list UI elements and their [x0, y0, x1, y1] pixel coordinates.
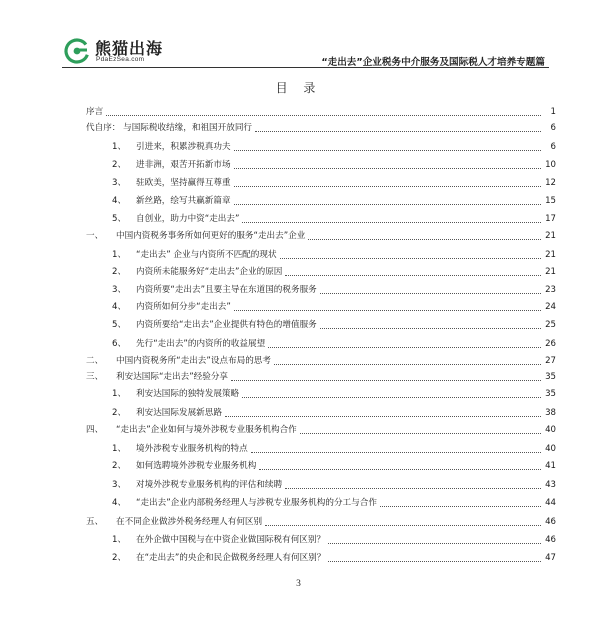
- toc-entry-page: 46: [545, 517, 556, 527]
- logo-mark-icon: [62, 36, 92, 66]
- toc-entry[interactable]: [86, 194, 556, 207]
- toc-entry[interactable]: [86, 212, 556, 225]
- toc-entry-title: 在外企做中国税与在中资企业做国际税有何区别？: [136, 535, 326, 545]
- toc-entry-title: 代自序： 与国际税收结缘，和祖国开放同行: [86, 123, 253, 133]
- toc-entry-number: 5、: [112, 214, 127, 224]
- toc-entry-title: 内资所如何分步“走出去”: [136, 302, 231, 312]
- toc-dot-leader: [328, 542, 541, 544]
- toc-entry-title: 境外涉税专业服务机构的特点: [136, 444, 248, 454]
- toc-entry-title: 如何选聘境外涉税专业服务机构: [136, 461, 257, 471]
- toc-entry[interactable]: [86, 515, 556, 528]
- toc-entry-page: 43: [545, 480, 556, 490]
- toc-entry-title: 中国内资税务所“走出去”设点布局的思考: [116, 356, 271, 366]
- toc-entry-page: 21: [545, 231, 556, 241]
- toc-entry-number: 2、: [112, 553, 127, 563]
- toc-entry-title: 引进来，积累涉税真功夫: [136, 142, 231, 152]
- toc-entry-page: 25: [545, 320, 556, 330]
- toc-dot-leader: [259, 468, 541, 470]
- toc-dot-leader: [268, 346, 541, 348]
- toc-entry-page: 21: [545, 250, 556, 260]
- toc-dot-leader: [320, 292, 541, 294]
- toc-dot-leader: [285, 274, 541, 276]
- toc-entry-page: 15: [545, 196, 556, 206]
- toc-entry[interactable]: [86, 265, 556, 278]
- toc-entry-title: “走出去” 企业与内资所不匹配的现状: [136, 250, 277, 260]
- toc-entry[interactable]: [86, 459, 556, 472]
- toc-entry[interactable]: [86, 318, 556, 331]
- toc-entry-title: 利安达国际发展新思路: [136, 408, 222, 418]
- toc-entry-page: 6: [550, 142, 556, 152]
- toc-entry[interactable]: [86, 406, 556, 419]
- toc-dot-leader: [320, 327, 541, 329]
- toc-entry-page: 41: [545, 461, 556, 471]
- toc-dot-leader: [225, 415, 541, 417]
- toc-entry-number: 一、: [86, 231, 104, 241]
- logo-url: PdaEzSea.com: [96, 56, 145, 63]
- toc-entry-page: 24: [545, 302, 556, 312]
- toc-entry-page: 35: [545, 389, 556, 399]
- toc-entry[interactable]: [86, 158, 556, 171]
- toc-dot-leader: [274, 363, 541, 365]
- toc-entry-number: 2、: [112, 408, 127, 418]
- toc-entry-page: 21: [545, 267, 556, 277]
- toc-dot-leader: [265, 524, 541, 526]
- toc-entry[interactable]: [86, 370, 556, 383]
- toc-entry-number: 3、: [112, 480, 127, 490]
- toc-dot-leader: [106, 114, 541, 116]
- toc-entry-number: 1、: [112, 444, 127, 454]
- toc-entry-page: 44: [545, 498, 556, 508]
- toc-entry[interactable]: [86, 248, 556, 261]
- toc-entry-title: 内资所要“走出去”且要主导在东道国的税务服务: [136, 285, 317, 295]
- toc-entry[interactable]: [86, 496, 556, 509]
- toc-entry[interactable]: [86, 551, 556, 564]
- toc-entry-title: 驻欧美，坚持赢得互尊重: [136, 178, 231, 188]
- toc-entry-title: 先行“走出去”的内资所的收益展望: [136, 339, 266, 349]
- toc-entry-title: “走出去”企业内部税务经理人与涉税专业服务机构的分工与合作: [136, 498, 377, 508]
- toc-entry[interactable]: [86, 283, 556, 296]
- toc-dot-leader: [300, 432, 541, 434]
- toc-entry-title: 内资所未能服务好“走出去”企业的原因: [136, 267, 283, 277]
- toc-entry[interactable]: [86, 176, 556, 189]
- toc-entry[interactable]: [86, 478, 556, 491]
- toc-dot-leader: [242, 396, 541, 398]
- toc-entry[interactable]: [86, 442, 556, 455]
- toc-entry-title: 序言: [86, 107, 104, 117]
- toc-entry-title: 在“走出去”的央企和民企做税务经理人有何区别？: [136, 553, 326, 563]
- toc-entry-number: 2、: [112, 160, 127, 170]
- toc-entry[interactable]: [86, 387, 556, 400]
- toc-entry[interactable]: [86, 229, 556, 242]
- toc-entry-title: 利安达国际“走出去”经验分享: [116, 372, 229, 382]
- toc-dot-leader: [234, 309, 541, 311]
- toc-entry-page: 47: [545, 553, 556, 563]
- toc-title: 目 录: [275, 81, 322, 95]
- toc-dot-leader: [242, 221, 541, 223]
- toc-dot-leader: [234, 149, 541, 151]
- toc-entry-page: 1: [550, 107, 556, 117]
- toc-entry[interactable]: [86, 337, 556, 350]
- toc-entry-number: 1、: [112, 535, 127, 545]
- toc-dot-leader: [328, 560, 541, 562]
- toc-entry-title: 新丝路，绘写共赢新篇章: [136, 196, 231, 206]
- toc-dot-leader: [380, 505, 541, 507]
- toc-entry-page: 10: [545, 160, 556, 170]
- toc-entry[interactable]: [86, 300, 556, 313]
- toc-entry-page: 40: [545, 425, 556, 435]
- toc-entry-number: 三、: [86, 372, 104, 382]
- toc-entry-number: 二、: [86, 356, 104, 366]
- toc-entry-title: “走出去”企业如何与境外涉税专业服务机构合作: [116, 425, 297, 435]
- toc-entry-number: 五、: [86, 517, 104, 527]
- document-subtitle: “走出去”企业税务中介服务及国际税人才培养专题篇: [321, 57, 545, 68]
- toc-entry[interactable]: [86, 354, 556, 367]
- toc-entry-page: 26: [545, 339, 556, 349]
- toc-dot-leader: [234, 203, 541, 205]
- toc-entry-title: 进非洲，艰苦开拓新市场: [136, 160, 231, 170]
- toc-entry-page: 35: [545, 372, 556, 382]
- toc-entry-number: 3、: [112, 178, 127, 188]
- toc-entry-number: 4、: [112, 498, 127, 508]
- toc-entry-number: 3、: [112, 285, 127, 295]
- toc-entry-title: 在不同企业做涉外税务经理人有何区别: [116, 517, 263, 527]
- toc-entry-number: 1、: [112, 389, 127, 399]
- toc-entry-title: 中国内资税务事务所如何更好的服务“走出去”企业: [116, 231, 306, 241]
- toc-dot-leader: [234, 185, 541, 187]
- toc-entry-page: 40: [545, 444, 556, 454]
- toc-entry-number: 4、: [112, 196, 127, 206]
- toc-entry-number: 6、: [112, 339, 127, 349]
- toc-entry-page: 23: [545, 285, 556, 295]
- toc-dot-leader: [255, 130, 541, 132]
- toc-entry-title: 利安达国际的独特发展策略: [136, 389, 240, 399]
- toc-entry-page: 6: [550, 123, 556, 133]
- toc-dot-leader: [231, 379, 541, 381]
- toc-entry-page: 38: [545, 408, 556, 418]
- toc-entry[interactable]: [86, 533, 556, 546]
- toc-entry-number: 5、: [112, 320, 127, 330]
- toc-entry[interactable]: [86, 121, 556, 134]
- toc-entry[interactable]: [86, 140, 556, 153]
- toc-entry-number: 1、: [112, 250, 127, 260]
- page-number: 3: [296, 579, 301, 589]
- toc-entry-number: 四、: [86, 425, 104, 435]
- toc-entry-title: 自创业，助力中资“走出去”: [136, 214, 240, 224]
- toc-entry-page: 12: [545, 178, 556, 188]
- toc-entry-page: 46: [545, 535, 556, 545]
- toc-dot-leader: [234, 167, 541, 169]
- brand-logo[interactable]: [62, 34, 192, 70]
- toc-entry-number: 2、: [112, 267, 127, 277]
- toc-dot-leader: [251, 451, 541, 453]
- toc-entry-number: 4、: [112, 302, 127, 312]
- toc-entry-title: 对境外涉税专业服务机构的评估和续聘: [136, 480, 283, 490]
- header-divider: [62, 67, 549, 68]
- logo-name: 熊猫出海: [95, 39, 164, 58]
- toc-entry-number: 1、: [112, 142, 127, 152]
- toc-dot-leader: [285, 487, 541, 489]
- toc-entry-page: 17: [545, 214, 556, 224]
- toc-entry[interactable]: [86, 105, 556, 118]
- toc-entry-number: 2、: [112, 461, 127, 471]
- toc-entry-title: 内资所要给“走出去”企业提供有特色的增值服务: [136, 320, 317, 330]
- toc-dot-leader: [280, 257, 541, 259]
- toc-entry-page: 27: [545, 356, 556, 366]
- toc-entry[interactable]: [86, 423, 556, 436]
- toc-dot-leader: [308, 238, 541, 240]
